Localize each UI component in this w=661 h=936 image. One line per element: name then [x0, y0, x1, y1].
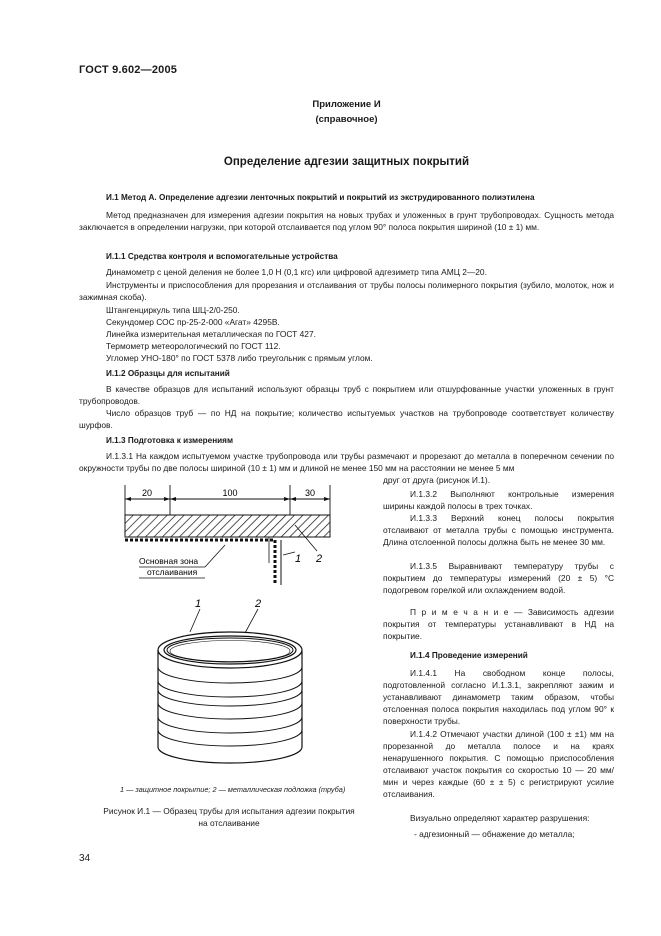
dimension-right: 30 — [304, 488, 316, 498]
section-1-2-paragraph: В качестве образцов для испытаний используют образцы труб с покрытием или отшурфованные участки уложенных в грунт трубопроводов. — [79, 384, 614, 406]
equipment-item: Штангенциркуль типа ШЦ-2/0-250. — [106, 305, 240, 315]
section-1-3-1-paragraph: И.1.3.1 На каждом испытуемом участке трубопровода или трубы размечают и прорезают до металла в поперечном сечении по окружности трубы по две полосы шириной (10 ± 1) мм и длиной не менее 150 мм на расстоянии не менее 5 мм — [79, 451, 614, 473]
section-heading-1-3: И.1.3 Подготовка к измерениям — [106, 436, 234, 445]
figure-caption: на отслаивание — [198, 818, 260, 828]
section-1-2-paragraph: Число образцов труб — по НД на покрытие; количество испытуемых участков на трубопроводе соответствует количеству шурфов. — [79, 408, 614, 430]
section-1-3-5-paragraph: И.1.3.5 Выравнивают температуру трубы с покрытием до температуры измерений (20 ± 5) °С подогревом горелкой или охлаждением водой. — [383, 561, 614, 595]
dimension-left: 20 — [141, 488, 153, 498]
equipment-item: Термометр метеорологический по ГОСТ 112. — [106, 341, 281, 351]
pipe-illustration — [158, 598, 302, 763]
equipment-item: Секундомер СОС пр-25-2-000 «Агат» 4295В. — [106, 317, 280, 327]
equipment-item: Угломер УНО-180° по ГОСТ 5378 либо треугольник с прямым углом. — [106, 353, 373, 363]
standard-header: ГОСТ 9.602—2005 — [79, 64, 178, 76]
section-heading-1-2: И.1.2 Образцы для испытаний — [106, 369, 230, 378]
section-heading-1-4: И.1.4 Проведение измерений — [410, 651, 528, 660]
section-heading-1-1: И.1.1 Средства контроля и вспомогательные устройства — [106, 252, 338, 261]
appendix-status: (справочное) — [315, 114, 378, 125]
pipe-callout-1: 1 — [195, 598, 202, 610]
section-heading-1: И.1 Метод А. Определение адгезии ленточных покрытий и покрытий из экструдированного полиэтилена — [106, 193, 535, 202]
callout-2: 2 — [316, 553, 323, 565]
appendix-label: Приложение И — [312, 99, 381, 110]
peel-zone-label: отслаивания — [147, 567, 198, 577]
equipment-item: Динамометр с ценой деления не более 1,0 Н (0,1 кгс) или цифровой адгезиметр типа АМЦ 2—20. — [106, 267, 487, 277]
section-1-paragraph: Метод предназначен для измерения адгезии покрытия на новых трубах и уложенных в грунт трубопроводах. Сущность метода заключается в определении нагрузки, при которой отслаивается под углом 90° полоса покрытия шириной (10 ± 1) мм. — [79, 210, 614, 232]
section-1-3-2-paragraph: И.1.3.2 Выполняют контрольные измерения ширины каждой полосы в трех точках. — [383, 489, 614, 511]
page-number: 34 — [79, 853, 91, 864]
dimension-middle: 100 — [222, 488, 238, 498]
failure-type-intro: Визуально определяют характер разрушения: — [410, 813, 590, 823]
section-1-3-1-tail: друг от друга (рисунок И.1). — [383, 475, 491, 485]
section-1-3-3-paragraph: И.1.3.3 Верхний конец полосы покрытия отслаивают от металла трубы с помощью инструмента. Длина отслоенной полосы должна быть не менее 30 мм. — [383, 513, 614, 547]
figure-peel-specimen — [95, 485, 355, 790]
appendix-title: Определение адгезии защитных покрытий — [223, 156, 470, 168]
callout-1: 1 — [295, 553, 302, 565]
failure-type-adhesive: - адгезионный — обнажение до металла; — [414, 829, 575, 839]
section-1-4-2-paragraph: И.1.4.2 Отмечают участки длиной (100 ± ±1) мм на прорезанной до металла полосе и на краях ненарушенного покрытия. С помощью приспособления отслаивают участок покрытия со скоростью 10 — 20 мм/мин и через каждые (60 ± ± 5) с регистрируют усилие отслаивания. — [383, 729, 614, 799]
figure-legend: 1 — защитное покрытие; 2 — металлическая подложка (труба) — [120, 785, 346, 794]
equipment-item: Инструменты и приспособления для прорезания и отслаивания от трубы полосы полимерного покрытия (зубило, молоток, нож и зажимная скоба). — [79, 280, 614, 302]
note: П р и м е ч а н и е — Зависимость адгезии покрытия от температуры устанавливают в НД на покрытие. — [383, 607, 614, 641]
coating-layer — [125, 515, 330, 537]
section-1-4-1-paragraph: И.1.4.1 На свободном конце полосы, подготовленной согласно И.1.3.1, закрепляют зажим и устанавливают динамометр таким образом, чтобы отслоенная полоса покрытия находилась под углом 90° к поверхности трубы. — [383, 668, 614, 726]
peel-zone-label: Основная зона — [139, 556, 199, 566]
pipe-callout-2: 2 — [255, 598, 262, 610]
figure-caption: Рисунок И.1 — Образец трубы для испытания адгезии покрытия — [103, 806, 355, 816]
equipment-item: Линейка измерительная металлическая по ГОСТ 427. — [106, 329, 316, 339]
